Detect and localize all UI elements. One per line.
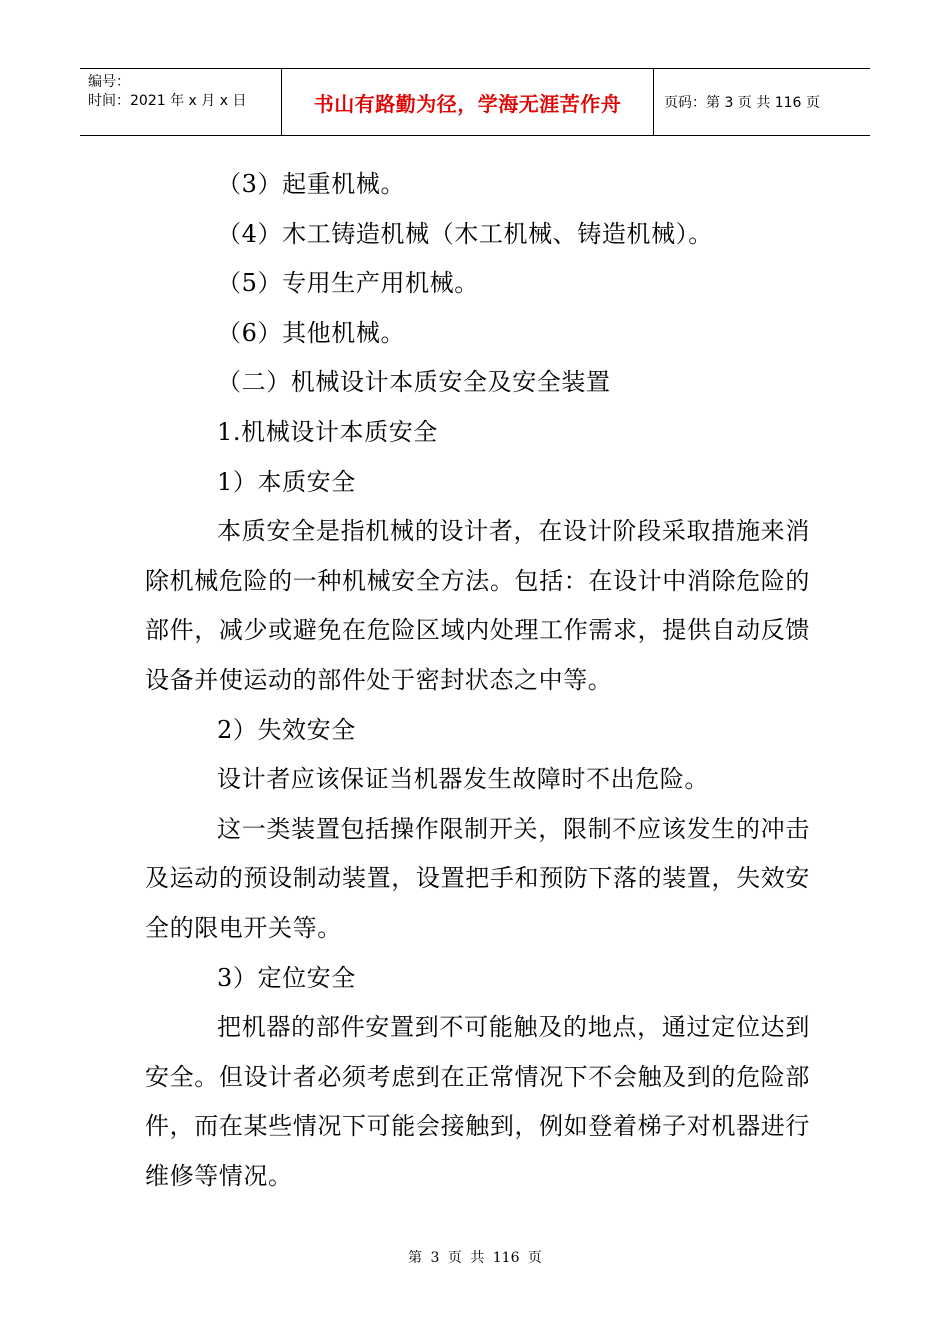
- header-motto-cell: [282, 69, 654, 135]
- paragraph: 这一类装置包括操作限制开关，限制不应该发生的冲击及运动的预设制动装置，设置把手和预防下落的装置，失效安全的限电开关等。: [145, 814, 810, 942]
- header-meta: [80, 69, 282, 135]
- header-page-info: 页码：第 3 页 共 116 页: [664, 95, 820, 111]
- header-page-info-cell: [654, 69, 870, 135]
- document-body: [145, 160, 810, 1201]
- item-heading: 1）本质安全: [217, 467, 356, 496]
- paragraph: （3）起重机械。: [217, 170, 406, 198]
- header-motto: 书山有路勤为径，学海无涯苦作舟: [313, 91, 622, 116]
- paragraph: （5）专用生产用机械。: [217, 269, 479, 298]
- page-footer: 第 3 页 共 116 页: [408, 1250, 542, 1266]
- section-heading: （二）机械设计本质安全及安全装置: [217, 368, 611, 397]
- paragraph: 设计者应该保证当机器发生故障时不出危险。: [217, 765, 709, 794]
- item-heading: 2）失效安全: [217, 715, 356, 744]
- document-time-label: 时间：2021 年 x 月 x 日: [88, 93, 247, 109]
- paragraph: （4）木工铸造机械（木工机械、铸造机械）。: [217, 219, 713, 248]
- page-header: [80, 68, 870, 136]
- paragraph: 把机器的部件安置到不可能触及的地点，通过定位达到安全。但设计者必须考虑到在正常情况下不会触及到的危险部件，而在某些情况下可能会接触到，例如登着梯子对机器进行维修等情况。: [145, 1013, 810, 1190]
- subsection-heading: 1.机械设计本质安全: [217, 417, 438, 446]
- paragraph: （6）其他机械。: [217, 318, 406, 347]
- item-heading: 3）定位安全: [217, 963, 356, 992]
- paragraph: 本质安全是指机械的设计者，在设计阶段采取措施来消除机械危险的一种机械安全方法。包括：在设计中消除危险的部件，减少或避免在危险区域内处理工作需求，提供自动反馈设备并使运动的部件处于密封状态之中等。: [145, 517, 810, 694]
- document-number-label: 编号：: [88, 74, 130, 90]
